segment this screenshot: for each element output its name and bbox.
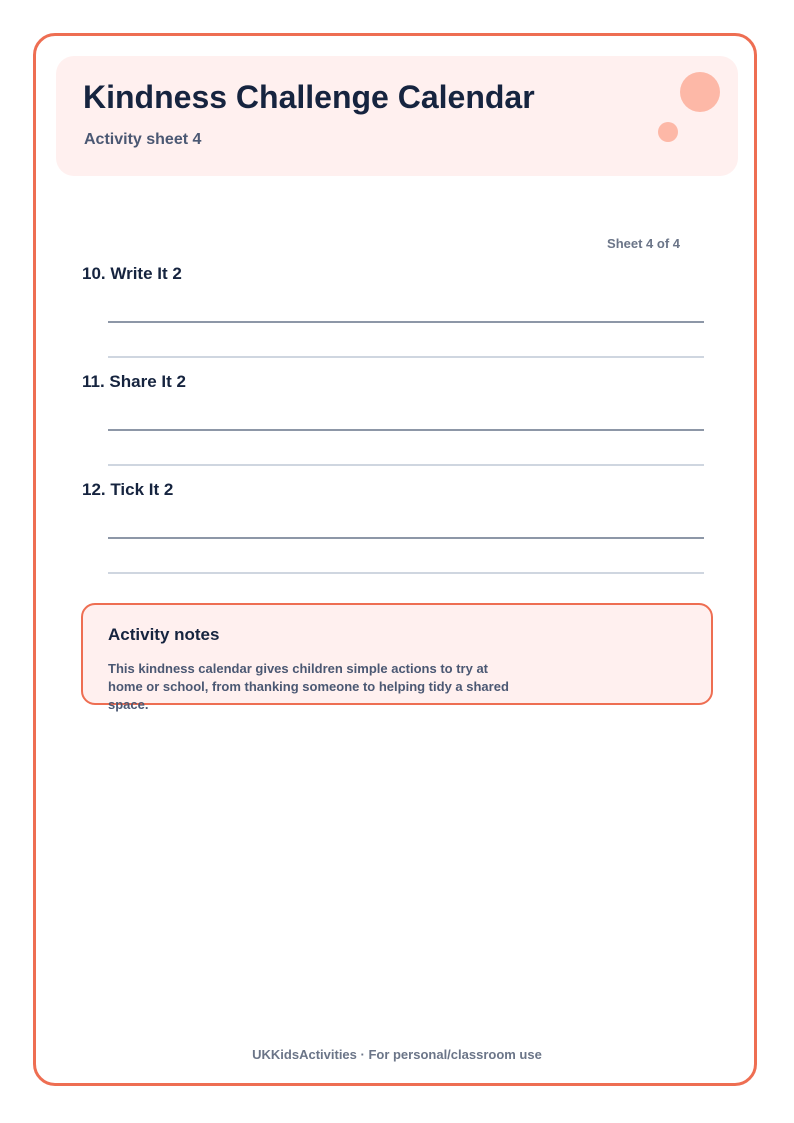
footer-text: UKKidsActivities · For personal/classroom use: [252, 1047, 542, 1062]
decorative-circle-large: [680, 72, 720, 112]
activity-notes-title: Activity notes: [108, 625, 220, 644]
page-subtitle: Activity sheet 4: [84, 131, 202, 148]
page-border: [33, 33, 757, 1086]
answer-line[interactable]: [108, 429, 704, 431]
answer-line[interactable]: [108, 464, 704, 466]
activity-notes-text: This kindness calendar gives children simple actions to try at home or school, from thanking someone to helping tidy a shared space.: [108, 661, 509, 712]
answer-line[interactable]: [108, 321, 704, 323]
sheet-indicator: Sheet 4 of 4: [607, 236, 680, 251]
answer-line[interactable]: [108, 537, 704, 539]
header-banner: [56, 56, 738, 176]
question-label: 12. Tick It 2: [82, 480, 174, 499]
question-label: 11. Share It 2: [82, 372, 186, 391]
answer-line[interactable]: [108, 356, 704, 358]
answer-line[interactable]: [108, 572, 704, 574]
question-label: 10. Write It 2: [82, 264, 182, 283]
decorative-circle-small: [658, 122, 678, 142]
page-title: Kindness Challenge Calendar: [83, 79, 535, 115]
